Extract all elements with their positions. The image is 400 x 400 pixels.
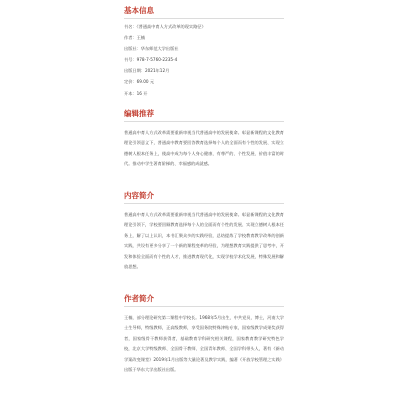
basic-info-heading: 基本信息: [124, 6, 154, 15]
basic-info-section: [124, 6, 284, 103]
editor-recommendation-heading: 编辑推荐: [124, 109, 154, 118]
info-label: 定价：: [124, 79, 137, 85]
info-row-format: [124, 92, 284, 97]
author-intro-heading: 作者简介: [124, 294, 154, 303]
info-label: 出版社：: [124, 46, 141, 52]
info-label: 书号：: [124, 57, 137, 63]
info-row-author: [124, 36, 284, 41]
info-label: 出版日期：: [124, 68, 145, 74]
info-value: 华东师范大学出版社: [140, 46, 179, 52]
info-value: 16 开: [136, 90, 148, 96]
content-intro-heading: 内容简介: [124, 191, 154, 200]
info-row-price: [124, 80, 284, 85]
info-value: 69.00 元: [136, 79, 155, 85]
editor-recommendation-section: [124, 109, 284, 170]
content-intro-section: [124, 191, 284, 272]
info-label: 书名：: [124, 24, 137, 29]
basic-info-list: [124, 25, 284, 96]
author-intro-text: 王楠，部分理论研究第二课程中学校长。1968年5月出生，中共党员，博士，河南大学士生导师，特级教师，正高级教师，享受国务院特殊津贴专家，国家级教学成果奖获得者，国家级骨干教师获得者，基础教育学科研究相关课程，国家教育教学研究特色学校，北京大学特级教师、全国骨干教师、全国青年教师、全国学科带头人，著有《新动学案改变课堂》2019年1月出版等大量论著及教学实践，编著《开放学校管理之实践》出版于华东大学出版社出版。: [124, 315, 284, 373]
info-label: 作者：: [124, 35, 137, 41]
info-label: 开本：: [124, 90, 137, 96]
section-divider: [124, 18, 284, 19]
info-row-isbn: [124, 58, 284, 63]
section-divider: [124, 306, 284, 307]
content-intro-text: 普通高中育人方式改革需要重新审视当代普通高中的发展使命。彰显新课程的文化教育理论引领下，学校要回顾教育选择每个人的全面而有个性的发展、实现立德树人根本任务上，解了以上认识，本书汇聚众多的实践经验，总结提炼了学校教育教学改革的创新实践，共设有更多分享了一个新的课程变革的经验，为理想教育实践提供了思考中，开发和体验全面而有个性的人才，推进教育现代化，实现学校学术化发展，特殊发展和解放思想。: [124, 212, 284, 270]
author-intro-section: [124, 294, 284, 375]
info-value: 2021年12月: [144, 68, 170, 74]
section-divider: [124, 203, 284, 204]
info-value: 978-7-5760-2235-4: [136, 57, 178, 63]
info-value: 王楠: [136, 35, 145, 41]
section-divider: [124, 121, 284, 122]
editor-recommendation-text: 普通高中育人方式改革需要重新审视当代普通高中的发展使命。彰显新课程的文化教育理论引领意义下，普通高中教育要回答教育选择每个人的全面而有个性的发展、实现立德树人根本任务上，使高中成为每个人身心健康、有尊严的、个性发展、价值丰富的时代。推动中学生著育阶梯的、幸福感的成就感。: [124, 130, 284, 167]
info-row-publisher: [124, 47, 284, 52]
info-value: 《普通高中育人方式改革的现实路径》: [136, 24, 206, 29]
info-row-title: [124, 25, 284, 30]
info-row-date: [124, 69, 284, 74]
